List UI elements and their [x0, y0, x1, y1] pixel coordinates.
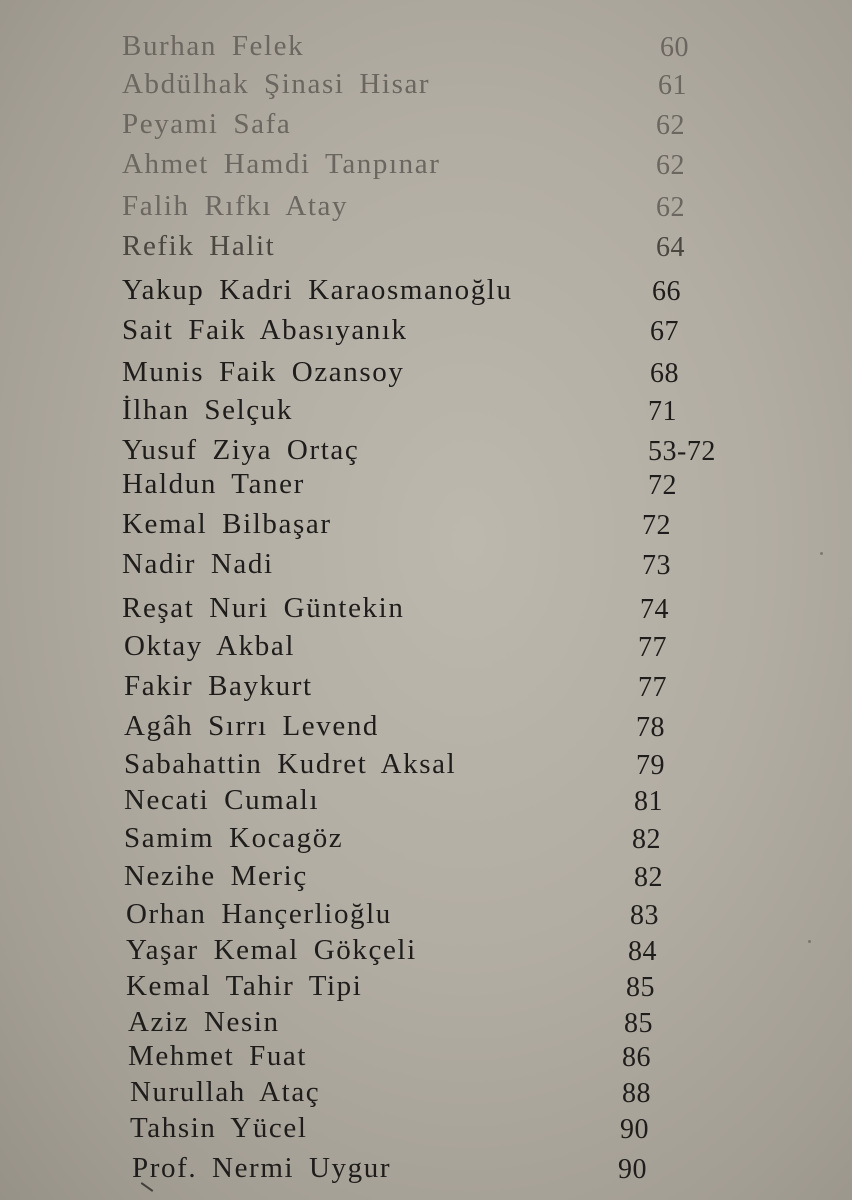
- page-number: 82: [632, 824, 661, 855]
- index-entry: [0, 466, 852, 506]
- index-entry: [0, 1150, 852, 1190]
- page-number: 67: [650, 316, 679, 347]
- author-name: Kemal Tahir Tipi: [126, 970, 363, 1002]
- page-number: 84: [628, 936, 657, 967]
- author-name: Nezihe Meriç: [124, 860, 308, 892]
- page-number: 62: [656, 192, 685, 223]
- author-name: Reşat Nuri Güntekin: [122, 592, 405, 624]
- index-entry: [0, 66, 852, 106]
- page-number: 72: [642, 510, 671, 541]
- author-name: Ahmet Hamdi Tanpınar: [122, 148, 441, 180]
- page-number: 90: [620, 1114, 649, 1145]
- page-number: 81: [634, 786, 663, 817]
- page-number: 71: [648, 396, 677, 427]
- index-entry: [0, 354, 852, 394]
- author-name: Nadir Nadi: [122, 548, 274, 580]
- index-entry: [0, 228, 852, 268]
- page-number: 83: [630, 900, 659, 931]
- index-entry: [0, 590, 852, 630]
- index-entry: [0, 896, 852, 936]
- author-name: Oktay Akbal: [124, 630, 295, 662]
- author-name: Yakup Kadri Karaosmanoğlu: [122, 274, 513, 306]
- author-name: Aziz Nesin: [128, 1006, 280, 1038]
- page-number: 68: [650, 358, 679, 389]
- page-number: 62: [656, 110, 685, 141]
- index-entry: [0, 746, 852, 786]
- page-number: 77: [638, 672, 667, 703]
- page-number: 66: [652, 276, 681, 307]
- index-entry: [0, 968, 852, 1008]
- page-number: 79: [636, 750, 665, 781]
- page-number: 61: [658, 70, 687, 101]
- page-number: 85: [626, 972, 655, 1003]
- page-number: 64: [656, 232, 685, 263]
- author-name: Fakir Baykurt: [124, 670, 313, 702]
- page-number: 88: [622, 1078, 651, 1109]
- author-name: İlhan Selçuk: [122, 394, 293, 426]
- index-entry: [0, 506, 852, 546]
- page-number: 73: [642, 550, 671, 581]
- index-entry: [0, 188, 852, 228]
- index-entry: [0, 708, 852, 748]
- index-entry: [0, 312, 852, 352]
- index-entry: [0, 392, 852, 432]
- page-number: 90: [618, 1154, 647, 1185]
- author-name: Yusuf Ziya Ortaç: [122, 434, 360, 466]
- page-number: 86: [622, 1042, 651, 1073]
- index-entry: [0, 668, 852, 708]
- index-entry: [0, 628, 852, 668]
- page-number: 78: [636, 712, 665, 743]
- index-entry: [0, 932, 852, 972]
- index-entry: [0, 1110, 852, 1150]
- author-name: Sait Faik Abasıyanık: [122, 314, 408, 346]
- paper-speck: [808, 940, 811, 943]
- author-name: Kemal Bilbaşar: [122, 508, 332, 540]
- index-entry: [0, 546, 852, 586]
- page-number: 74: [640, 594, 669, 625]
- index-entry: [0, 858, 852, 898]
- index-entry: [0, 820, 852, 860]
- page-number: 53-72: [648, 436, 716, 467]
- page-number: 62: [656, 150, 685, 181]
- index-entry: [0, 1038, 852, 1078]
- author-name: Refik Halit: [122, 230, 276, 262]
- author-name: Necati Cumalı: [124, 784, 320, 816]
- index-entry: [0, 782, 852, 822]
- author-name: Abdülhak Şinasi Hisar: [122, 68, 431, 100]
- author-name: Samim Kocagöz: [124, 822, 344, 854]
- page-number: 82: [634, 862, 663, 893]
- page-number: 77: [638, 632, 667, 663]
- author-name: Orhan Hançerlioğlu: [126, 898, 392, 930]
- paper-speck: [820, 552, 823, 555]
- page-number: 85: [624, 1008, 653, 1039]
- author-name: Tahsin Yücel: [130, 1112, 308, 1144]
- author-name: Peyami Safa: [122, 108, 292, 140]
- author-name: Nurullah Ataç: [130, 1076, 321, 1108]
- author-name: Agâh Sırrı Levend: [124, 710, 380, 742]
- author-name: Sabahattin Kudret Aksal: [124, 748, 457, 780]
- index-entry: [0, 146, 852, 186]
- index-entry: [0, 272, 852, 312]
- author-name: Mehmet Fuat: [128, 1040, 308, 1072]
- index-entry: [0, 1074, 852, 1114]
- author-name: Munis Faik Ozansoy: [122, 356, 405, 388]
- page-number: 72: [648, 470, 677, 501]
- page-number: 60: [660, 32, 689, 63]
- index-entry: [0, 28, 852, 68]
- author-name: Falih Rıfkı Atay: [122, 190, 349, 222]
- index-entry: [0, 106, 852, 146]
- author-name: Yaşar Kemal Gökçeli: [126, 934, 417, 966]
- author-name: Burhan Felek: [122, 30, 305, 62]
- author-name: Haldun Taner: [122, 468, 305, 500]
- author-name: Prof. Nermi Uygur: [132, 1152, 392, 1184]
